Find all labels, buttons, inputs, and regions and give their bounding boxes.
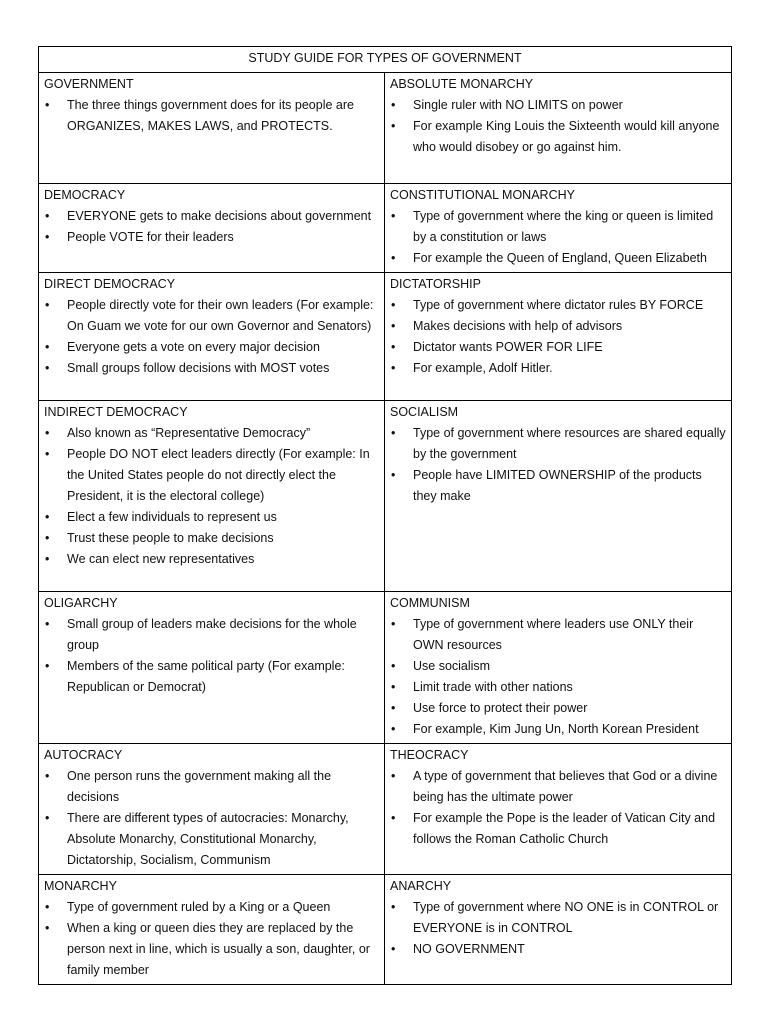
document-title: STUDY GUIDE FOR TYPES OF GOVERNMENT (39, 47, 732, 73)
cell-heading: THEOCRACY (390, 748, 469, 762)
bullet-item: • Small groups follow decisions with MOST votes (44, 358, 379, 379)
bullet-list (44, 614, 379, 698)
guide-row (39, 273, 732, 401)
bullet-item: • Everyone gets a vote on every major decision (44, 337, 379, 358)
bullet-item: • When a king or queen dies they are replaced by the person next in line, which is usually a son, daughter, or family member (44, 918, 379, 981)
bullet-item: • There are different types of autocracies: Monarchy, Absolute Monarchy, Constitutional Monarchy, Dictatorship, Socialism, Communism (44, 808, 379, 871)
bullet-item: • People DO NOT elect leaders directly (For example: In the United States people do not directly elect the President, it is the electoral college) (44, 444, 379, 507)
bullet-item: • For example King Louis the Sixteenth would kill anyone who would disobey or go against him. (390, 116, 726, 158)
bullet-item: • EVERYONE gets to make decisions about government (44, 206, 379, 227)
bullet-item: • Members of the same political party (For example: Republican or Democrat) (44, 656, 379, 698)
bullet-item: • For example the Pope is the leader of Vatican City and follows the Roman Catholic Church (390, 808, 726, 850)
bullet-item: • People directly vote for their own leaders (For example: On Guam we vote for our own Governor and Senators) (44, 295, 379, 337)
bullet-item: • People have LIMITED OWNERSHIP of the products they make (390, 465, 726, 507)
bullet-item: • For example the Queen of England, Queen Elizabeth (390, 248, 726, 269)
bullet-list (44, 423, 379, 570)
cell-heading: ABSOLUTE MONARCHY (390, 77, 534, 91)
cell-heading: DICTATORSHIP (390, 277, 481, 291)
guide-cell-communism (385, 592, 732, 744)
bullet-list (44, 295, 379, 379)
guide-row (39, 401, 732, 592)
title-row (39, 47, 732, 73)
bullet-item: • Limit trade with other nations (390, 677, 726, 698)
guide-cell-indirect-democracy (39, 401, 385, 592)
bullet-list (44, 897, 379, 981)
guide-cell-absolute-monarchy (385, 73, 732, 184)
bullet-item: • NO GOVERNMENT (390, 939, 726, 960)
cell-heading: SOCIALISM (390, 405, 459, 419)
cell-heading: GOVERNMENT (44, 77, 134, 91)
bullet-item: • People VOTE for their leaders (44, 227, 379, 248)
guide-cell-socialism (385, 401, 732, 592)
guide-row (39, 875, 732, 985)
guide-row (39, 184, 732, 273)
cell-heading: AUTOCRACY (44, 748, 123, 762)
cell-heading: OLIGARCHY (44, 596, 118, 610)
study-guide-document (38, 46, 731, 985)
bullet-list (390, 614, 726, 740)
bullet-item: • Type of government where the king or queen is limited by a constitution or laws (390, 206, 726, 248)
bullet-list (390, 766, 726, 850)
bullet-item: • For example, Adolf Hitler. (390, 358, 726, 379)
bullet-item: • Type of government where resources are shared equally by the government (390, 423, 726, 465)
guide-cell-autocracy (39, 744, 385, 875)
study-guide-table (38, 46, 732, 985)
bullet-item: • Type of government where dictator rules BY FORCE (390, 295, 726, 316)
guide-row (39, 73, 732, 184)
cell-heading: CONSTITUTIONAL MONARCHY (390, 188, 575, 202)
bullet-item: • Also known as “Representative Democracy” (44, 423, 379, 444)
cell-heading: COMMUNISM (390, 596, 470, 610)
cell-heading: DIRECT DEMOCRACY (44, 277, 176, 291)
bullet-item: • Makes decisions with help of advisors (390, 316, 726, 337)
bullet-item: • The three things government does for its people are ORGANIZES, MAKES LAWS, and PROTECTS. (44, 95, 379, 137)
guide-cell-monarchy (39, 875, 385, 985)
bullet-item: • Type of government where leaders use ONLY their OWN resources (390, 614, 726, 656)
guide-row (39, 592, 732, 744)
bullet-list (390, 295, 726, 379)
guide-cell-theocracy (385, 744, 732, 875)
bullet-item: • Use force to protect their power (390, 698, 726, 719)
guide-row (39, 744, 732, 875)
bullet-item: • Small group of leaders make decisions for the whole group (44, 614, 379, 656)
guide-cell-oligarchy (39, 592, 385, 744)
guide-cell-direct-democracy (39, 273, 385, 401)
guide-cell-government (39, 73, 385, 184)
guide-cell-constitutional-monarchy (385, 184, 732, 273)
bullet-item: • Type of government ruled by a King or a Queen (44, 897, 379, 918)
bullet-item: • Single ruler with NO LIMITS on power (390, 95, 726, 116)
cell-heading: ANARCHY (390, 879, 452, 893)
guide-cell-dictatorship (385, 273, 732, 401)
bullet-list (390, 95, 726, 158)
bullet-item: • We can elect new representatives (44, 549, 379, 570)
bullet-item: • Use socialism (390, 656, 726, 677)
bullet-list (44, 95, 379, 137)
bullet-item: • Elect a few individuals to represent us (44, 507, 379, 528)
bullet-item: • A type of government that believes that God or a divine being has the ultimate power (390, 766, 726, 808)
cell-heading: MONARCHY (44, 879, 117, 893)
bullet-item: • For example, Kim Jung Un, North Korean President (390, 719, 726, 740)
bullet-item: • One person runs the government making all the decisions (44, 766, 379, 808)
bullet-list (390, 206, 726, 269)
cell-heading: DEMOCRACY (44, 188, 126, 202)
bullet-list (390, 897, 726, 960)
bullet-item: • Type of government where NO ONE is in CONTROL or EVERYONE is in CONTROL (390, 897, 726, 939)
bullet-list (44, 766, 379, 871)
bullet-item: • Dictator wants POWER FOR LIFE (390, 337, 726, 358)
bullet-list (390, 423, 726, 507)
bullet-item: • Trust these people to make decisions (44, 528, 379, 549)
guide-cell-anarchy (385, 875, 732, 985)
bullet-list (44, 206, 379, 248)
guide-cell-democracy (39, 184, 385, 273)
cell-heading: INDIRECT DEMOCRACY (44, 405, 188, 419)
